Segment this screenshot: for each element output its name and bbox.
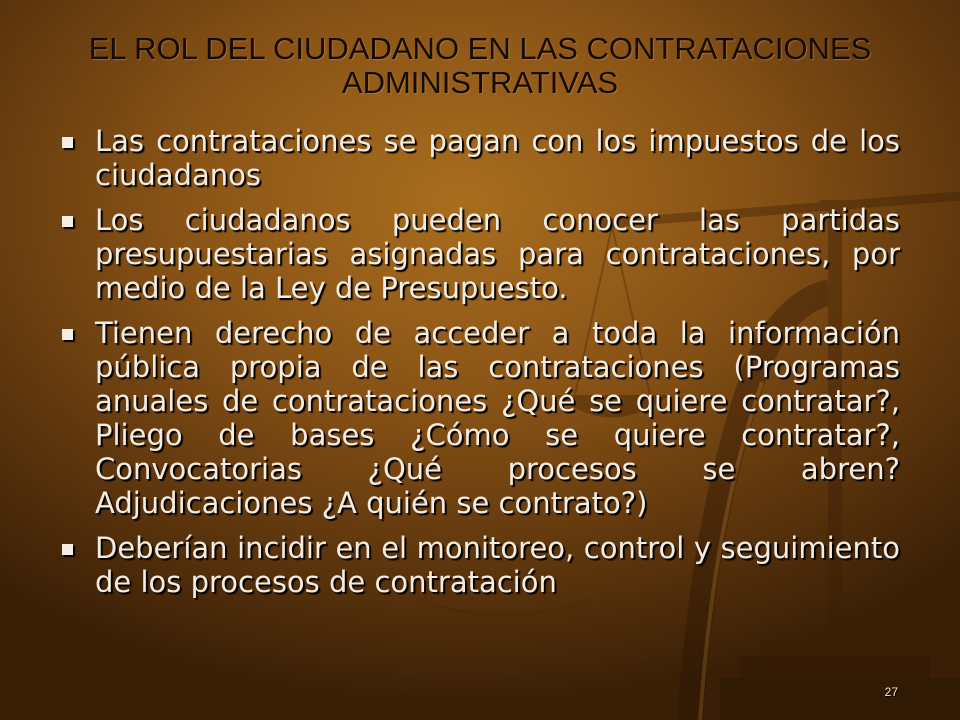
square-bullet-icon: [62, 137, 73, 148]
bullet-text: Tienen derecho de acceder a toda la información pública propia de las contrataciones (Programas anuales de contrataciones ¿Qué se quiere contratar?, Pliego de bases ¿Cómo se quiere contratar?, Convocatorias ¿Qué procesos se abren? Adjudicaciones ¿A quién se contrato?): [95, 316, 900, 520]
page-number: 27: [884, 685, 898, 699]
bullet-text: Deberían incidir en el monitoreo, control y seguimiento de los procesos de contratación: [95, 531, 900, 599]
bullet-list: [62, 124, 900, 610]
bullet-text: Los ciudadanos pueden conocer las partidas presupuestarias asignadas para contrataciones, por medio de la Ley de Presupuesto.: [95, 203, 900, 305]
slide-title: EL ROL DEL CIUDADANO EN LAS CONTRATACIONES ADMINISTRATIVAS: [88, 31, 872, 100]
bullet-text: Las contrataciones se pagan con los impuestos de los ciudadanos: [95, 124, 900, 192]
square-bullet-icon: [62, 216, 73, 227]
square-bullet-icon: [62, 544, 73, 555]
bullet-item: [62, 531, 900, 599]
bullet-item: [62, 203, 900, 305]
bullet-item: [62, 124, 900, 192]
bullet-item: [62, 316, 900, 520]
square-bullet-icon: [62, 329, 73, 340]
